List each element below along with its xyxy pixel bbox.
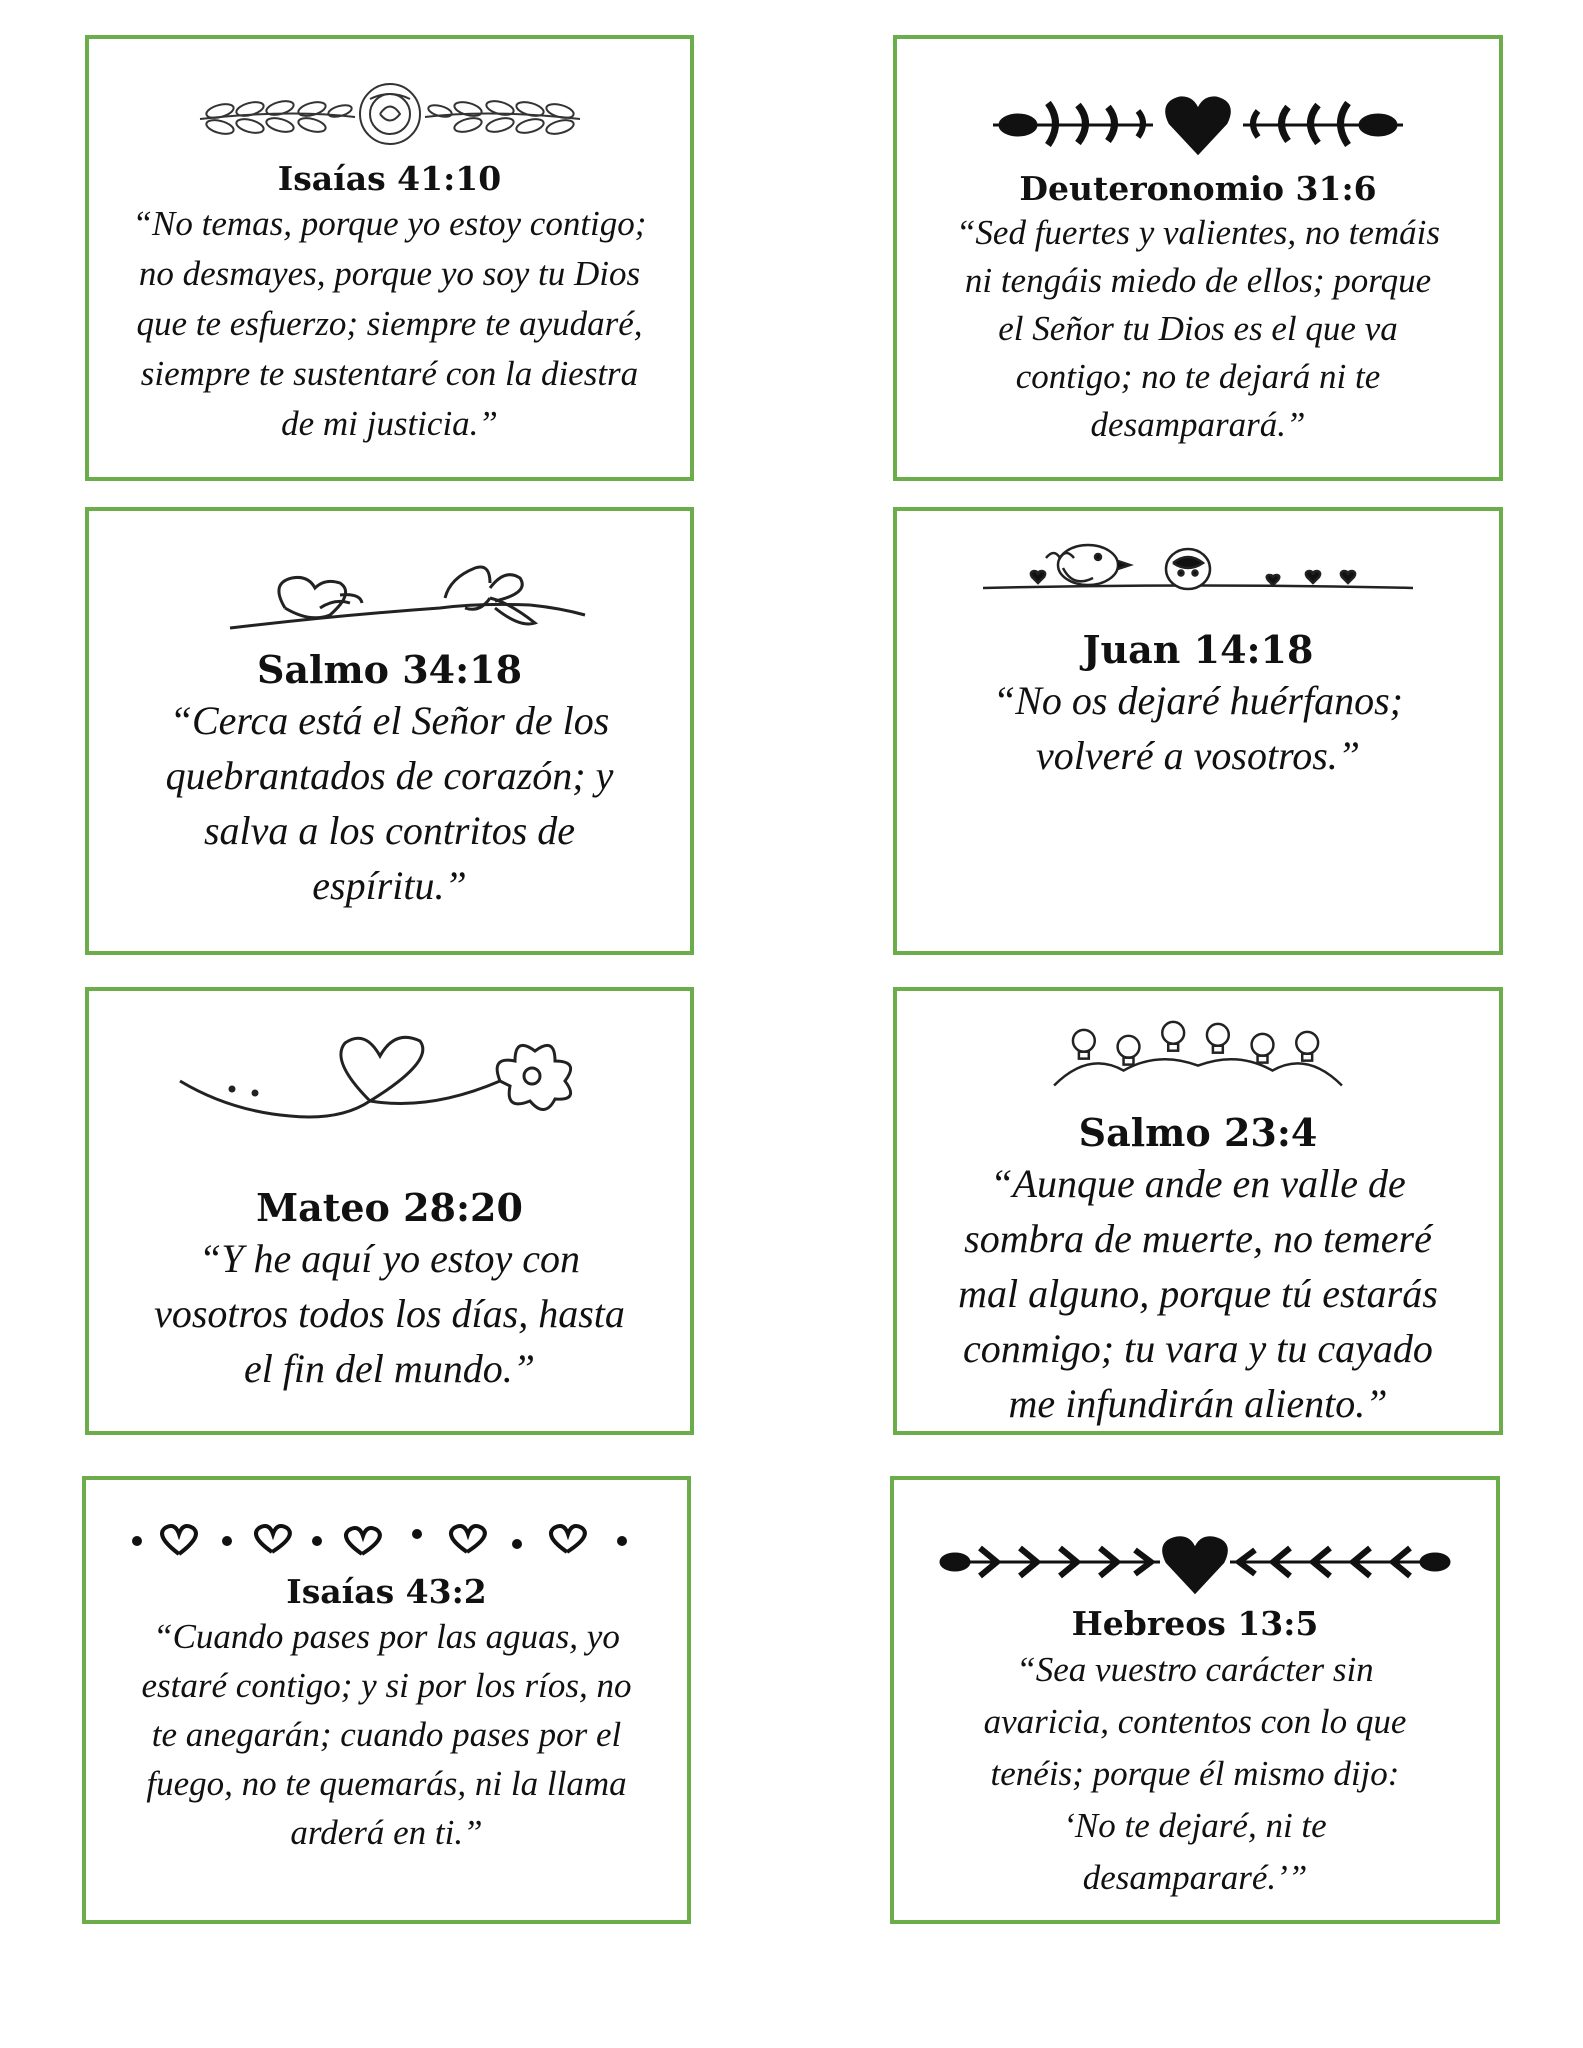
verse-card bbox=[85, 35, 694, 481]
verse-reference: Hebreos 13:5 bbox=[1071, 1604, 1319, 1643]
heart-butterfly-icon bbox=[190, 553, 590, 633]
verse-reference: Salmo 23:4 bbox=[1078, 1110, 1318, 1156]
rose-laurel-icon bbox=[190, 69, 590, 159]
verse-text: “No temas, porque yo estoy contigo; no desmayes, porque yo soy tu Dios que te esfuerzo; siempre te ayudaré, siempre te sustentaré con la diestra de mi justicia.” bbox=[132, 203, 647, 443]
verse-card bbox=[890, 1476, 1500, 1924]
verse-card bbox=[893, 987, 1503, 1435]
verse-text: “Aunque ande en valle de sombra de muerte, no temeré mal alguno, porque tú estarás conmigo; tu vara y tu cayado me infundirán aliento.” bbox=[958, 1161, 1438, 1426]
verse-text: “No os dejaré huérfanos; volveré a vosotros.” bbox=[993, 677, 1403, 778]
birds-on-wire-icon bbox=[978, 533, 1418, 603]
verse-card bbox=[893, 35, 1503, 481]
verse-text: “Cerca está el Señor de los quebrantados de corazón; y salva a los contritos de espíritu.” bbox=[165, 697, 614, 908]
verse-reference: Isaías 43:2 bbox=[286, 1572, 487, 1611]
verse-text: “Cuando pases por las aguas, yo estaré contigo; y si por los ríos, no te anegarán; cuando pases por el fuego, no te quemarás, ni la llama arderá en ti.” bbox=[141, 1616, 632, 1852]
verse-text: “Sed fuertes y valientes, no temáis ni tengáis miedo de ellos; porque el Señor tu Dios es el que va contigo; no te dejará ni te desamparará.” bbox=[955, 212, 1441, 444]
heart-leaves-icon bbox=[988, 83, 1408, 163]
verse-reference: Isaías 41:10 bbox=[277, 159, 502, 198]
verse-text: “Y he aquí yo estoy con vosotros todos los días, hasta el fin del mundo.” bbox=[154, 1235, 625, 1391]
verse-reference: Deuteronomio 31:6 bbox=[1019, 169, 1377, 208]
hearts-dots-row-icon bbox=[117, 1516, 657, 1566]
arrows-heart-icon bbox=[935, 1530, 1455, 1600]
heart-flower-line-icon bbox=[170, 1021, 610, 1131]
verse-card bbox=[85, 987, 694, 1435]
lightbulb-garland-icon bbox=[1048, 1011, 1348, 1090]
verse-card bbox=[85, 507, 694, 955]
verse-card bbox=[893, 507, 1503, 955]
verse-card bbox=[82, 1476, 691, 1924]
verse-reference: Mateo 28:20 bbox=[256, 1185, 523, 1230]
verse-text: “Sea vuestro carácter sin avaricia, contentos con lo que tenéis; porque él mismo dijo: ‘No te dejaré, ni te desampararé.’” bbox=[983, 1649, 1407, 1897]
verse-reference: Salmo 34:18 bbox=[256, 647, 523, 692]
verse-reference: Juan 14:18 bbox=[1082, 627, 1314, 672]
